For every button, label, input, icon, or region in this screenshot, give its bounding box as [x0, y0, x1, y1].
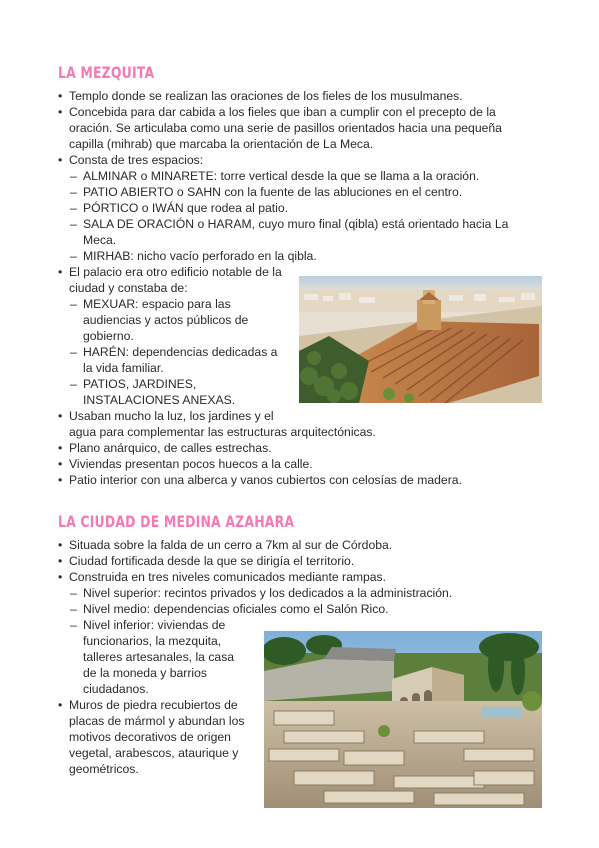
- text-line: Consta de tres espacios:: [69, 153, 204, 167]
- bullet-marker: •: [58, 570, 63, 584]
- bullet-marker: •: [58, 473, 63, 487]
- text-line: PATIO ABIERTO o SAHN con la fuente de las abluciones en el centro.: [83, 185, 463, 199]
- text-line: talleres artesanales, la casa: [83, 650, 235, 664]
- text-line: agua para complementar las estructuras arquitectónicas.: [69, 425, 376, 439]
- text-line: Construida en tres niveles comunicados mediante rampas.: [69, 570, 387, 584]
- text-line: Templo donde se realizan las oraciones de los fieles de los musulmanes.: [69, 89, 463, 103]
- bullet-marker: •: [58, 554, 63, 568]
- bullet-marker: •: [58, 457, 63, 471]
- text-line: Ciudad fortificada desde la que se dirigía el territorio.: [69, 554, 355, 568]
- text-line: Nivel inferior: viviendas de: [83, 618, 226, 632]
- bullet-marker: •: [58, 698, 63, 712]
- text-line: Nivel medio: dependencias oficiales como el Salón Rico.: [83, 602, 389, 616]
- mezquita-aerial-photo: [299, 276, 542, 403]
- text-line: la vida familiar.: [83, 361, 164, 375]
- text-line: capilla (mihrab) que marcaba la orientación de La Meca.: [69, 137, 374, 151]
- dash-marker: –: [70, 185, 77, 199]
- text-line: INSTALACIONES ANEXAS.: [83, 393, 236, 407]
- text-line: HARÉN: dependencias dedicadas a: [83, 345, 278, 359]
- dash-marker: –: [70, 618, 77, 632]
- text-line: ciudadanos.: [83, 682, 149, 696]
- text-line: vegetal, arabescos, ataurique y: [69, 746, 239, 760]
- text-line: de la moneda y barrios: [83, 666, 207, 680]
- text-line: Usaban mucho la luz, los jardines y el: [69, 409, 274, 423]
- section-title-mezquita: LA MEZQUITA: [58, 63, 155, 82]
- text-line: SALA DE ORACIÓN o HARAM, cuyo muro final (qibla) está orientado hacia La: [83, 217, 509, 231]
- dash-marker: –: [70, 249, 77, 263]
- bullet-marker: •: [58, 441, 63, 455]
- text-line: gobierno.: [83, 329, 134, 343]
- text-line: El palacio era otro edificio notable de la: [69, 265, 282, 279]
- section-title-medina-azahara: LA CIUDAD DE MEDINA AZAHARA: [58, 512, 295, 531]
- text-line: Plano anárquico, de calles estrechas.: [69, 441, 272, 455]
- text-line: Concebida para dar cabida a los fieles que iban a cumplir con el precepto de la: [69, 105, 496, 119]
- text-line: PATIOS, JARDINES,: [83, 377, 197, 391]
- text-line: Muros de piedra recubiertos de: [69, 698, 238, 712]
- text-line: funcionarios, la mezquita,: [83, 634, 222, 648]
- dash-marker: –: [70, 602, 77, 616]
- dash-marker: –: [70, 217, 77, 231]
- bullet-marker: •: [58, 265, 63, 279]
- bullet-marker: •: [58, 105, 63, 119]
- dash-marker: –: [70, 201, 77, 215]
- text-line: Meca.: [83, 233, 117, 247]
- bullet-marker: •: [58, 153, 63, 167]
- text-line: Viviendas presentan pocos huecos a la calle.: [69, 457, 313, 471]
- text-line: MEXUAR: espacio para las: [83, 297, 231, 311]
- text-line: Patio interior con una alberca y vanos cubiertos con celosías de madera.: [69, 473, 462, 487]
- text-line: ciudad y constaba de:: [69, 281, 188, 295]
- text-line: geométricos.: [69, 762, 139, 776]
- dash-marker: –: [70, 169, 77, 183]
- dash-marker: –: [70, 345, 77, 359]
- text-line: PÓRTICO o IWÁN que rodea al patio.: [83, 201, 289, 215]
- text-line: oración. Se articulaba como una serie de pasillos orientados hacia una pequeña: [69, 121, 502, 135]
- bullet-marker: •: [58, 538, 63, 552]
- text-line: ALMINAR o MINARETE: torre vertical desde la que se llama a la oración.: [83, 169, 480, 183]
- text-line: Nivel superior: recintos privados y los dedicados a la administración.: [83, 586, 453, 600]
- bullet-marker: •: [58, 89, 63, 103]
- bullet-marker: •: [58, 409, 63, 423]
- dash-marker: –: [70, 377, 77, 391]
- medina-azahara-ruins-photo: [264, 631, 542, 808]
- text-line: placas de mármol y abundan los: [69, 714, 245, 728]
- dash-marker: –: [70, 586, 77, 600]
- text-line: motivos decorativos de origen: [69, 730, 231, 744]
- dash-marker: –: [70, 297, 77, 311]
- text-line: MIRHAB: nicho vacío perforado en la qibla.: [83, 249, 317, 263]
- text-line: audiencias y actos públicos de: [83, 313, 249, 327]
- text-line: Situada sobre la falda de un cerro a 7km al sur de Córdoba.: [69, 538, 393, 552]
